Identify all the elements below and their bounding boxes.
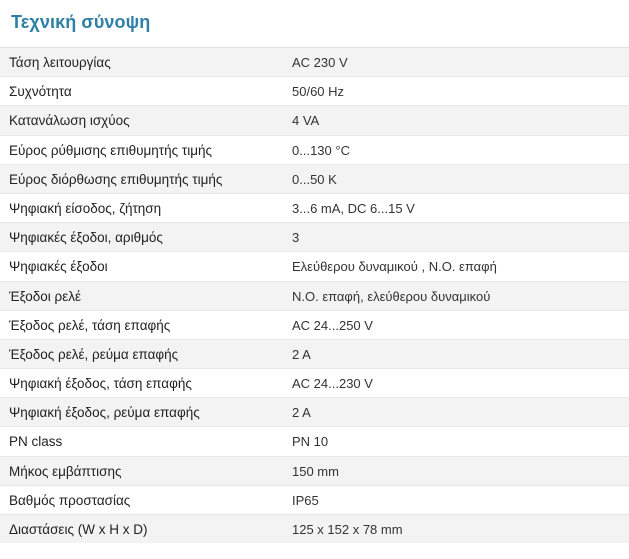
spec-label: Ψηφιακή είσοδος, ζήτηση [9, 200, 162, 216]
spec-row [0, 193, 629, 222]
spec-value: AC 24...250 V [292, 317, 373, 333]
spec-row [0, 397, 629, 426]
section-title: Τεχνική σύνοψη [11, 12, 151, 32]
spec-label: Εύρος ρύθμισης επιθυμητής τιμής [9, 142, 213, 158]
spec-label: Ψηφιακή έξοδος, ρεύμα επαφής [9, 405, 200, 421]
spec-label: Κατανάλωση ισχύος [9, 113, 130, 129]
spec-value: AC 24...230 V [292, 376, 373, 392]
spec-label: Μήκος εμβάπτισης [9, 463, 122, 479]
spec-row [0, 456, 629, 485]
spec-row [0, 281, 629, 310]
spec-row [0, 76, 629, 105]
spec-label: Συχνότητα [9, 84, 72, 100]
spec-row [0, 514, 629, 543]
spec-table [0, 47, 629, 543]
spec-row [0, 368, 629, 397]
spec-value: 3...6 mA, DC 6...15 V [292, 200, 415, 216]
spec-row [0, 426, 629, 455]
spec-label: Τάση λειτουργίας [9, 55, 111, 70]
spec-label: Βαθμός προστασίας [9, 492, 131, 508]
spec-row [0, 339, 629, 368]
spec-label: Ψηφιακές έξοδοι [9, 259, 108, 275]
spec-row [0, 47, 629, 76]
spec-row [0, 105, 629, 134]
spec-row [0, 251, 629, 280]
spec-label: Έξοδος ρελέ, ρεύμα επαφής [9, 346, 179, 362]
spec-value: Ελεύθερου δυναμικού , N.O. επαφή [292, 259, 497, 275]
spec-label: Ψηφιακή έξοδος, τάση επαφής [9, 376, 192, 392]
spec-value: N.O. επαφή, ελεύθερου δυναμικού [292, 288, 491, 304]
spec-value: 2 A [292, 346, 311, 362]
spec-label: PN class [9, 434, 63, 450]
spec-label: Εύρος διόρθωσης επιθυμητής τιμής [9, 171, 223, 187]
spec-value: 4 VA [292, 113, 320, 129]
spec-label: Διαστάσεις (W x H x D) [9, 522, 148, 537]
spec-value: AC 230 V [292, 55, 348, 70]
spec-row [0, 164, 629, 193]
spec-value: 50/60 Hz [292, 84, 345, 100]
spec-value: 0...50 K [292, 171, 337, 187]
spec-row [0, 310, 629, 339]
spec-row [0, 135, 629, 164]
spec-label: Ψηφιακές έξοδοι, αριθμός [9, 230, 163, 246]
spec-value: 2 A [292, 405, 311, 421]
spec-label: Έξοδοι ρελέ [9, 288, 82, 304]
spec-value: 150 mm [292, 463, 339, 479]
spec-value: 3 [292, 230, 300, 246]
spec-label: Έξοδος ρελέ, τάση επαφής [9, 317, 171, 333]
spec-value: PN 10 [292, 434, 329, 450]
spec-value: 0...130 °C [292, 142, 350, 158]
spec-value: IP65 [292, 492, 319, 508]
spec-value: 125 x 152 x 78 mm [292, 522, 403, 537]
spec-row [0, 485, 629, 514]
spec-row [0, 222, 629, 251]
